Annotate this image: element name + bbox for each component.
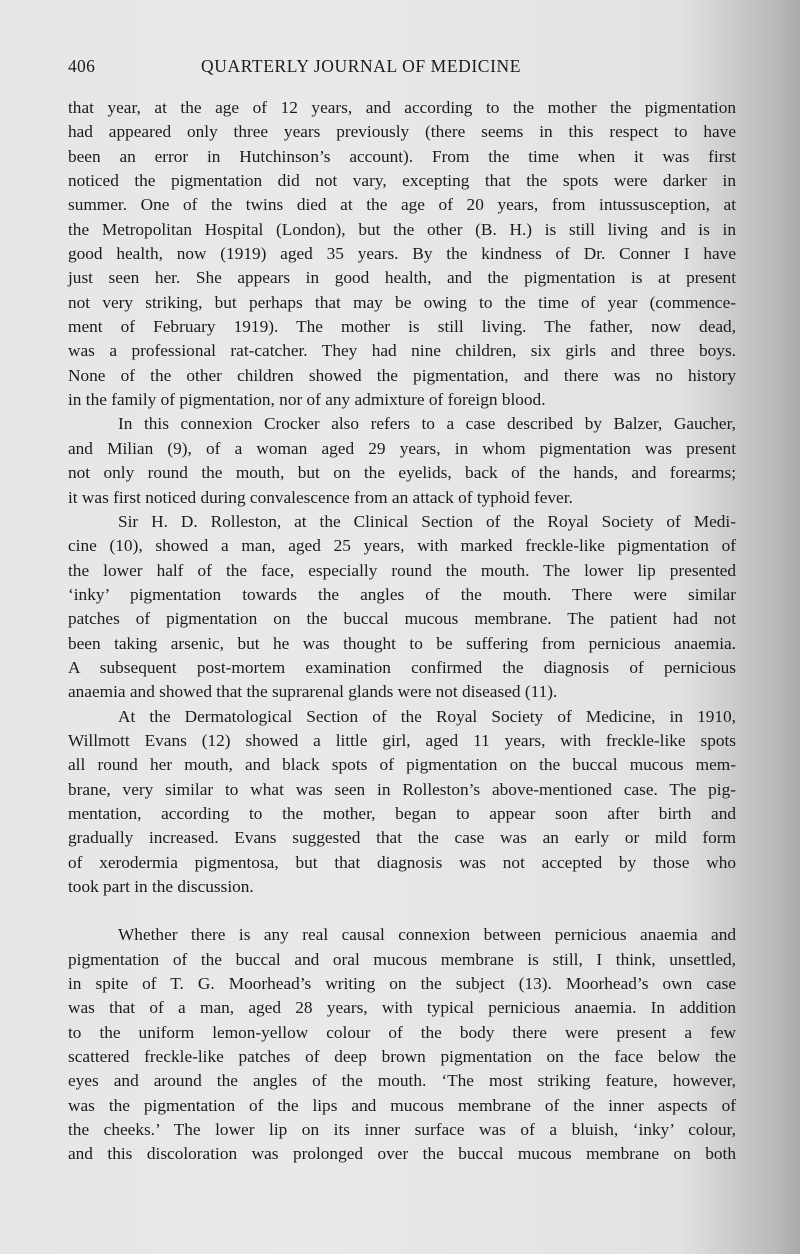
journal-page [68,56,736,1167]
text-line: it was first noticed during convalescence from an attack of typhoid fever. [68,487,573,507]
text-line: pigmentation of the buccal and oral mucous membrane is still, I think, unsettled, [68,949,736,969]
text-line: been an error in Hutchinson’s account). From the time when it was first [68,146,736,166]
text-line: scattered freckle-like patches of deep brown pigmentation on the face below the [68,1047,736,1067]
text-line: just seen her. She appears in good health, and the pigmentation is at present [68,268,736,288]
text-line: Whether there is any real causal connexion between pernicious anaemia and [118,925,736,945]
page-number: 406 [68,56,96,76]
text-line: eyes and around the angles of the mouth. ‘The most striking feature, however, [68,1071,736,1091]
text-line: cine (10), showed a man, aged 25 years, with marked freckle-like pigmentation of [68,536,736,556]
text-line: At the Dermatological Section of the Royal Society of Medicine, in 1910, [118,706,736,726]
text-line: that year, at the age of 12 years, and according to the mother the pigmentation [68,98,736,117]
text-line: Willmott Evans (12) showed a little girl, aged 11 years, with freckle-like spots [68,730,736,750]
section-break [68,899,736,923]
text-line: noticed the pigmentation did not vary, excepting that the spots were darker in [68,171,736,191]
paragraph [68,923,736,1166]
text-line: the Metropolitan Hospital (London), but the other (B. H.) is still living and is in [68,219,736,239]
text-line: gradually increased. Evans suggested that the case was an early or mild form [68,828,736,848]
paragraph [68,96,736,412]
text-line: Sir H. D. Rolleston, at the Clinical Section of the Royal Society of Medi- [118,511,736,531]
text-line: had appeared only three years previously (there seems in this respect to have [68,122,736,142]
page-header [68,56,736,84]
text-line: was a professional rat-catcher. They had nine children, six girls and three boys. [68,341,736,361]
paragraph [68,705,736,900]
text-line: to the uniform lemon-yellow colour of the body there were present a few [68,1022,736,1042]
text-line: all round her mouth, and black spots of pigmentation on the buccal mucous mem- [68,755,736,775]
text-line: took part in the discussion. [68,877,254,896]
text-line: been taking arsenic, but he was thought to be suffering from pernicious anaemia. [68,633,736,653]
text-line: of xerodermia pigmentosa, but that diagnosis was not accepted by those who [68,852,736,872]
text-line: the cheeks.’ The lower lip on its inner surface was of a bluish, ‘inky’ colour, [68,1120,736,1140]
text-line: was the pigmentation of the lips and mucous membrane of the inner aspects of [68,1095,736,1115]
text-line: patches of pigmentation on the buccal mucous membrane. The patient had not [68,609,736,629]
text-line: and this discoloration was prolonged over the buccal mucous membrane on both [68,1144,736,1164]
paragraph [68,412,736,509]
text-line: not only round the mouth, but on the eyelids, back of the hands, and forearms; [68,463,736,483]
body-text [68,96,736,1167]
running-title: QUARTERLY JOURNAL OF MEDICINE [201,56,522,76]
text-line: A subsequent post-mortem examination confirmed the diagnosis of pernicious [68,657,736,677]
text-line: good health, now (1919) aged 35 years. By the kindness of Dr. Conner I have [68,244,736,264]
text-line: In this connexion Crocker also refers to a case described by Balzer, Gaucher, [118,414,736,434]
text-line: ‘inky’ pigmentation towards the angles of the mouth. There were similar [68,584,736,604]
text-line: summer. One of the twins died at the age of 20 years, from intussusception, at [68,195,736,215]
text-line: and Milian (9), of a woman aged 29 years, in whom pigmentation was present [68,438,736,458]
text-line: was that of a man, aged 28 years, with typical pernicious anaemia. In addition [68,998,736,1018]
text-line: the lower half of the face, especially round the mouth. The lower lip presented [68,560,736,580]
text-line: brane, very similar to what was seen in Rolleston’s above-mentioned case. The pig- [68,779,736,799]
text-line: mentation, according to the mother, began to appear soon after birth and [68,803,736,823]
paragraph [68,510,736,705]
text-line: in spite of T. G. Moorhead’s writing on the subject (13). Moorhead’s own case [68,974,736,994]
text-line: None of the other children showed the pigmentation, and there was no history [68,365,736,385]
text-line: ment of February 1919). The mother is still living. The father, now dead, [68,317,736,337]
text-line: not very striking, but perhaps that may be owing to the time of year (commence- [68,292,736,312]
text-line: in the family of pigmentation, nor of any admixture of foreign blood. [68,390,546,410]
text-line: anaemia and showed that the suprarenal glands were not diseased (11). [68,682,558,702]
